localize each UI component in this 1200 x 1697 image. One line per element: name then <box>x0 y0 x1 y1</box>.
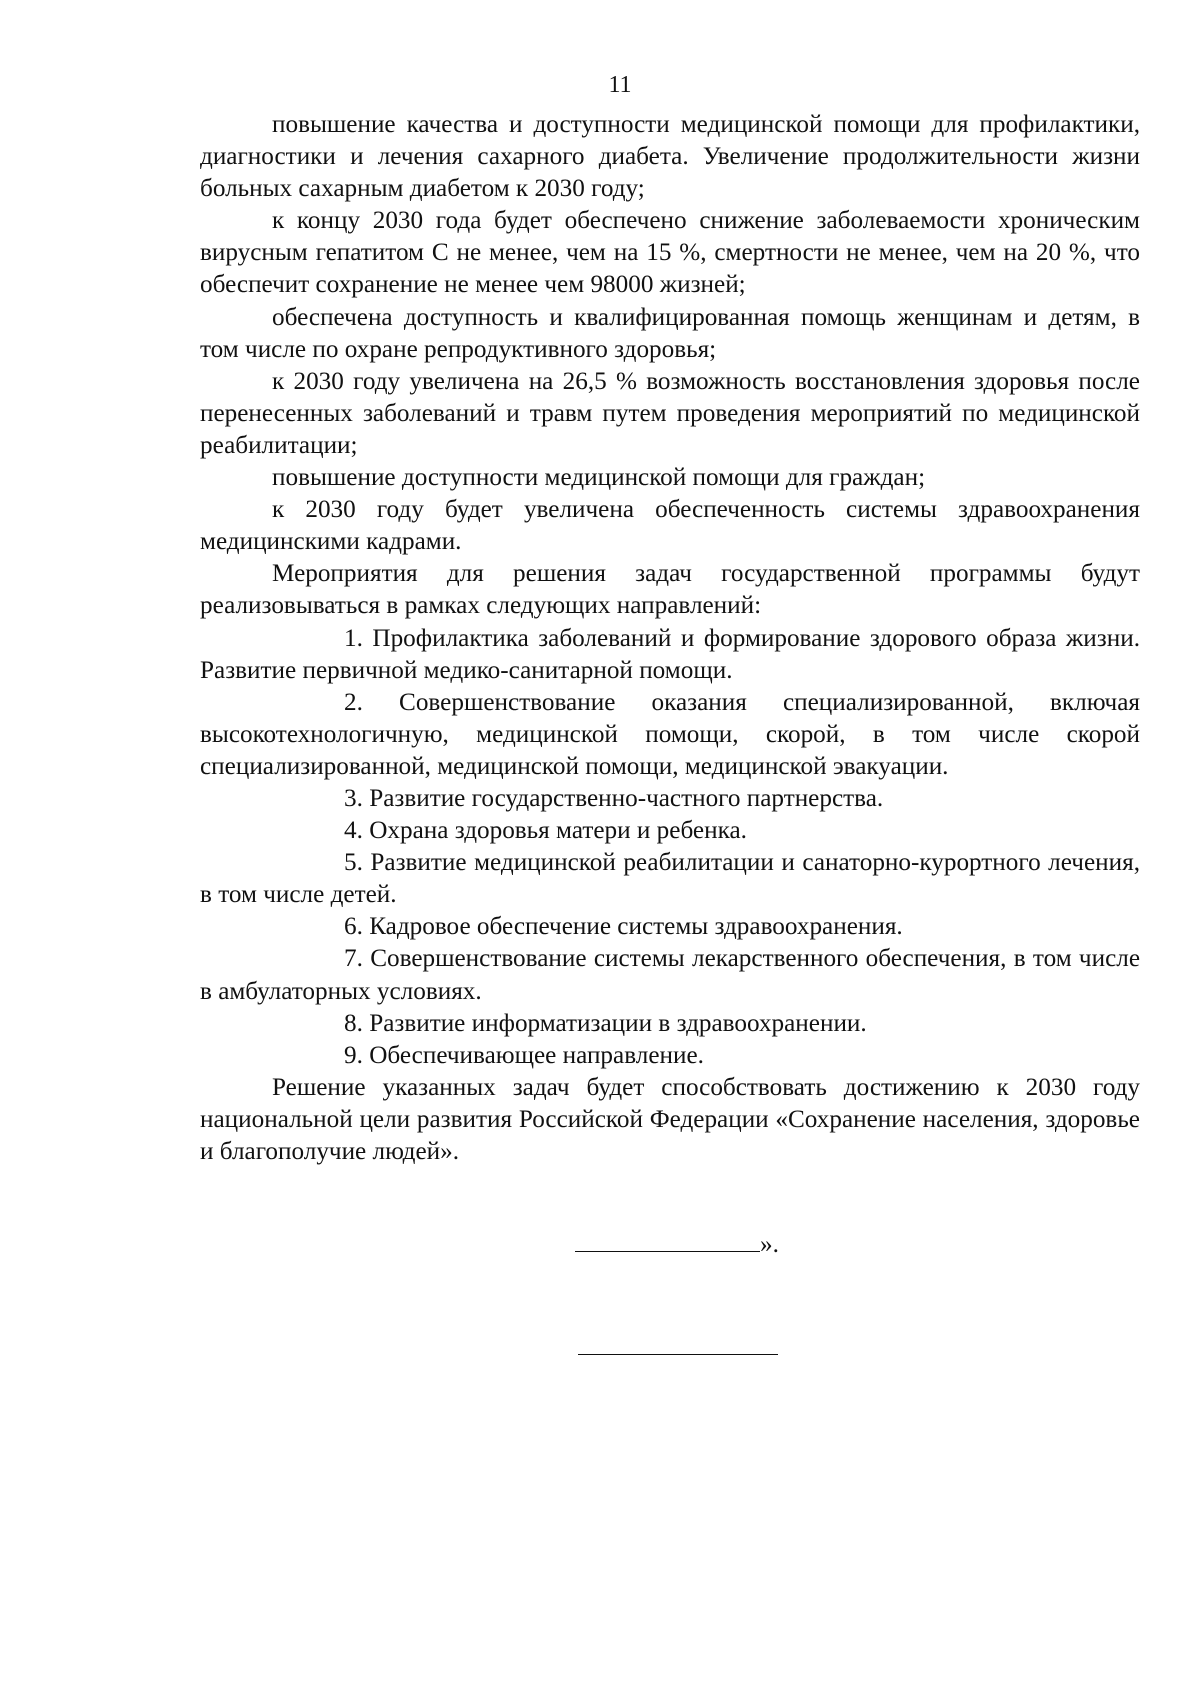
paragraph-staffing: к 2030 году будет увеличена обеспеченность системы здравоохранения медицинскими кадрами. <box>200 496 1140 556</box>
direction-number: 6. <box>344 913 363 941</box>
paragraph-diabetes: повышение качества и доступности медицинской помощи для профилактики, диагностики и лечения сахарного диабета. Увеличение продолжительности жизни больных сахарным диабетом к 2030 году; <box>200 111 1140 203</box>
paragraph-accessibility: повышение доступности медицинской помощи для граждан; <box>272 464 926 492</box>
paragraph-maternal-care: обеспечена доступность и квалифицированная помощь женщинам и детям, в том числе по охране репродуктивного здоровья; <box>200 303 1140 363</box>
direction-item <box>200 783 1140 815</box>
direction-text: Обеспечивающее направление. <box>369 1041 704 1069</box>
direction-text: Охрана здоровья матери и ребенка. <box>369 817 747 845</box>
direction-number: 1. <box>344 624 363 652</box>
paragraph-rehabilitation: к 2030 году увеличена на 26,5 % возможность восстановления здоровья после перенесенных заболеваний и травм путем проведения мероприятий по медицинской реабилитации; <box>200 367 1140 459</box>
direction-item <box>200 687 1140 783</box>
direction-text: Развитие государственно-частного партнерства. <box>369 784 884 812</box>
direction-item <box>200 1040 1140 1072</box>
closing-quote-line <box>575 1227 779 1261</box>
direction-item <box>200 911 1140 943</box>
direction-text: Совершенствование оказания специализированной, включая высокотехнологичную, медицинской помощи, скорой, в том числе скорой специализированной, медицинской помощи, медицинской эвакуации. <box>200 688 1140 780</box>
direction-number: 2. <box>344 688 363 716</box>
paragraph-hepatitis: к концу 2030 года будет обеспечено снижение заболеваемости хроническим вирусным гепатитом С не менее, чем на 15 %, смертности не менее, чем на 20 %, что обеспечит сохранение не менее чем 98000 жизней; <box>200 207 1140 299</box>
direction-number: 8. <box>344 1009 363 1037</box>
direction-item <box>200 943 1140 1007</box>
direction-number: 3. <box>344 784 363 812</box>
paragraph-conclusion: Решение указанных задач будет способствовать достижению к 2030 году национальной цели развития Российской Федерации «Сохранение населения, здоровье и благополучие людей». <box>200 1073 1140 1165</box>
signature-underline <box>575 1227 760 1252</box>
direction-text: Профилактика заболеваний и формирование здорового образа жизни. Развитие первичной медико-санитарной помощи. <box>200 624 1140 684</box>
document-body <box>200 109 1140 1168</box>
page-number: 11 <box>608 72 632 98</box>
direction-item <box>200 847 1140 911</box>
end-of-document-rule <box>578 1354 778 1355</box>
direction-text: Совершенствование системы лекарственного обеспечения, в том числе в амбулаторных условиях. <box>200 945 1141 1005</box>
direction-text: Развитие медицинской реабилитации и санаторно-курортного лечения, в том числе детей. <box>200 849 1140 909</box>
direction-number: 4. <box>344 817 363 845</box>
closing-mark: ». <box>760 1231 779 1258</box>
direction-item <box>200 815 1140 847</box>
direction-number: 9. <box>344 1041 363 1069</box>
direction-item <box>200 623 1140 687</box>
direction-text: Развитие информатизации в здравоохранении. <box>369 1009 867 1037</box>
direction-item <box>200 1008 1140 1040</box>
direction-number: 7. <box>344 945 363 973</box>
paragraph-directions-intro: Мероприятия для решения задач государственной программы будут реализовываться в рамках следующих направлений: <box>200 560 1140 620</box>
direction-text: Кадровое обеспечение системы здравоохранения. <box>369 913 903 941</box>
direction-number: 5. <box>344 849 363 877</box>
